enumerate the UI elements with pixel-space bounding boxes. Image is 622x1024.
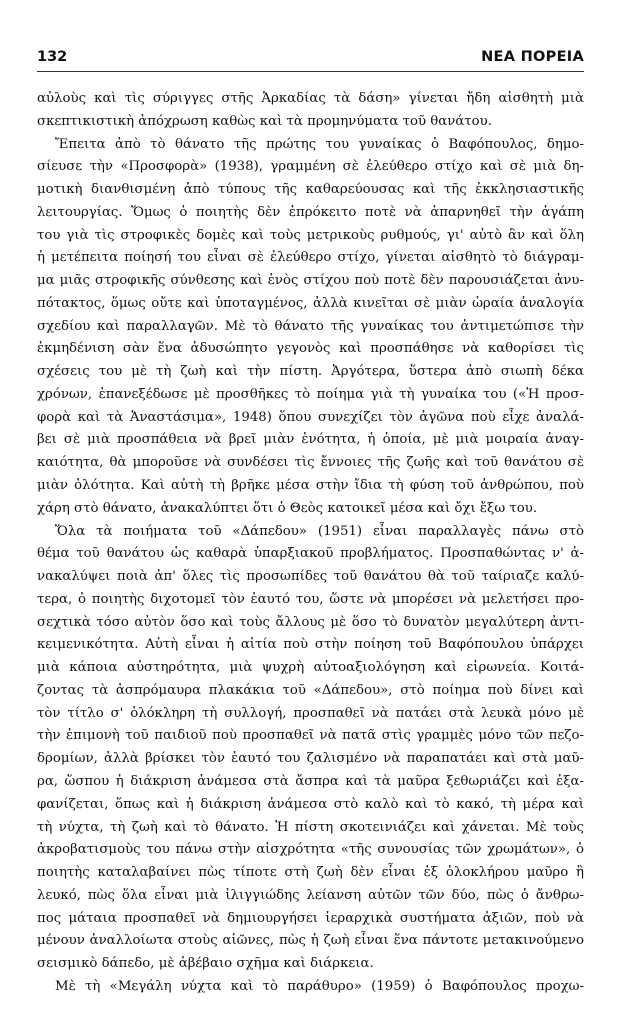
text-line: καιότητα, θὰ μποροῦσε νὰ συνδέσει τὶς ἔννοιες τῆς ζωῆς καὶ τοῦ θανάτου σὲ	[37, 455, 584, 471]
text-line: ποιητὴς καταλαβαίνει πὼς τίποτε στὴ ζωὴ δὲν εἶναι ἐξ ὁλοκλήρου μαῦρο ἢ	[37, 865, 584, 881]
text-line: ἀκροβατισμοὺς του πάνω στὴν αἰσχρότητα «τῆς συνουσίας τῶν χρωμάτων», ὁ	[37, 842, 584, 858]
page-header	[37, 49, 584, 71]
text-line: θέμα τοῦ θανάτου ὡς καθαρὰ ὑπαρξιακοῦ προβλήματος. Προσπαθώντας ν' ἀ-	[37, 546, 584, 562]
text-line: μοτικὴ διανθισμένη ἀπὸ τύπους τῆς καθαρεύουσας καὶ τῆς ἐκκλησιαστικῆς	[37, 182, 584, 198]
text-line: τὴν ἐπιμονὴ τοῦ παιδιοῦ ποὺ προσπαθεῖ νὰ πατᾶ στὶς γραμμὲς μόνο τῶν πεζο-	[37, 728, 584, 744]
text-line: μένουν ἀναλλοίωτα στοὺς αἰῶνες, πὼς ἡ ζωὴ εἶναι ἕνα πάντοτε μετακινούμενο	[37, 933, 584, 949]
text-line: τὴ νύχτα, τὴ ζωὴ καὶ τὸ θάνατο. Ἡ πίστη σκοτεινιάζει καὶ χάνεται. Μὲ τοὺς	[37, 819, 584, 835]
text-line: του γιὰ τὶς στροφικὲς δομὲς καὶ τοὺς μετρικοὺς ρυθμούς, γι' αὐτὸ ἂν καὶ ὅλη	[37, 227, 584, 243]
text-line: βει σὲ μιὰ προσπάθεια νὰ βρεῖ μιὰν ἑνότητα, ἡ ὁποία, μὲ μιὰ μοιραία ἀναγ-	[37, 432, 584, 448]
text-line: λευκό, πὼς ὅλα εἶναι μιὰ ἰλιγγιώδης λείανση αὐτῶν τῶν δύο, πὼς ὁ ἄνθρω-	[37, 887, 584, 903]
text-line: τὸν τίτλο σ' ὁλόκληρη τὴ συλλογή, προσπαθεῖ νὰ πατάει στὰ λευκὰ μόνο μὲ	[37, 705, 584, 721]
text-line: μα μιᾶς στροφικῆς σύνθεσης καὶ ἑνὸς στίχου ποὺ ποτὲ δὲν παρουσιάζεται ἀνυ-	[37, 273, 584, 289]
text-line: φορὰ καὶ τὰ Ἀναστάσιμα», 1948) ὅπου συνεχίζει τὸν ἀγῶνα ποὺ εἶχε ἀναλά-	[37, 409, 584, 425]
text-line: νακαλύψει ποιὰ ἀπ' ὅλες τὶς προσωπίδες τοῦ θανάτου θὰ τοῦ ταίριαζε καλύ-	[37, 569, 584, 585]
text-line: πος μάταια προσπαθεῖ νὰ δημιουργήσει ἱεραρχικὰ συστήματα ἀξιῶν, ποὺ νὰ	[37, 910, 584, 926]
running-title: ΝΕΑ ΠΟΡΕΙΑ	[481, 49, 584, 65]
text-line: ρα, ὥσπου ἡ διάκριση ἀνάμεσα στὰ ἄσπρα καὶ τὰ μαῦρα ξεθωριάζει καὶ ἐξα-	[37, 773, 584, 789]
text-line: χρόνων, ἐπανεξέδωσε μὲ προσθῆκες τὸ ποίημα γιὰ τὴ γυναίκα του («Ἡ προσ-	[37, 386, 584, 402]
text-line: σχέσεις του μὲ τὴ ζωὴ καὶ τὴν πίστη. Ἀργότερα, ὕστερα ἀπὸ σιωπὴ δέκα	[37, 364, 584, 380]
text-line: μιὰν ὁλότητα. Καὶ αὐτὴ τὴ βρῆκε μέσα στὴν ἴδια τὴ φύση τοῦ ἀνθρώπου, ποὺ	[37, 478, 584, 494]
text-line: ἐκμηδένιση σὰν ἕνα ἀδυσώπητο γεγονὸς καὶ προσπάθησε νὰ καθορίσει τὶς	[37, 341, 584, 357]
page-number: 132	[37, 49, 68, 65]
text-line: σκεπτικιστικὴ ἀπόχρωση καθὼς καὶ τὰ προμηνύματα τοῦ θανάτου.	[37, 113, 492, 129]
text-line: ζοντας τὰ ἀσπρόμαυρα πλακάκια τοῦ «Δάπεδου», στὸ ποίημα ποὺ δίνει καὶ	[37, 682, 584, 698]
text-line: χάρη στὸ θάνατο, ἀνακαλύπτει ὅτι ὁ Θεὸς κατοικεῖ μέσα καὶ ὄχι ἔξω του.	[37, 500, 538, 516]
header-rule	[37, 71, 584, 72]
text-line: πότακτος, ὅμως οὔτε καὶ ὑποταγμένος, ἀλλὰ κινεῖται σὲ μιὰν ὡραία ἀναλογία	[37, 295, 584, 311]
paragraph-first-line: Μὲ τὴ «Μεγάλη νύχτα καὶ τὸ παράθυρο» (1959) ὁ Βαφόπουλος προχω-	[55, 978, 584, 994]
text-line: φανίζεται, ὅπως καὶ ἡ διάκριση ἀνάμεσα στὸ καλὸ καὶ τὸ κακό, τὴ μέρα καὶ	[37, 796, 584, 812]
paragraph-first-line: Ὅλα τὰ ποιήματα τοῦ «Δάπεδου» (1951) εἶναι παραλλαγὲς πάνω στὸ	[55, 523, 584, 539]
body-text	[37, 88, 584, 999]
text-line: σεχτικὰ τόσο αὐτὸν ὅσο καὶ τοὺς ἄλλους μὲ ὅσο τὸ δυνατὸν μεγαλύτερη ἀντι-	[37, 614, 584, 630]
text-line: σεισμικὸ δάπεδο, μὲ ἀβέβαιο σχῆμα καὶ διάρκεια.	[37, 956, 374, 972]
text-line: σχεδίου καὶ παραλλαγῶν. Μὲ τὸ θάνατο τῆς γυναίκας του ἀντιμετώπισε τὴν	[37, 318, 584, 334]
text-line: κειμενικότητα. Αὐτὴ εἶναι ἡ αἰτία ποὺ στὴν ποίηση τοῦ Βαφόπουλου ὑπάρχει	[37, 637, 584, 653]
text-line: λειτουργίας. Ὅμως ὁ ποιητὴς δὲν ἐπρόκειτο ποτὲ νὰ ἀπαρνηθεῖ τὴν ἀγάπη	[37, 204, 584, 220]
text-line: τερα, ὁ ποιητὴς διχοτομεῖ τὸν ἑαυτό του, ὥστε νὰ μπορέσει νὰ μελετήσει προ-	[37, 591, 584, 607]
text-line: αὐλοὺς καὶ τὶς σύριγγες στῆς Ἀρκαδίας τὰ δάση» γίνεται ἤδη αἰσθητὴ μιὰ	[37, 91, 584, 106]
text-line: σίευσε τὴν «Προσφορὰ» (1938), γραμμένη σὲ ἐλεύθερο στίχο καὶ σὲ μιὰ δη-	[37, 159, 584, 175]
text-line: ἡ μετέπειτα ποίησή του εἶναι σὲ ἐλεύθερο στίχο, γίνεται αἰσθητὸ τὸ διάγραμ-	[37, 250, 584, 266]
text-line: μιὰ κάποια αὐστηρότητα, μιὰ ψυχρὴ αὐτοαξιολόγηση καὶ εἰρωνεία. Κοιτά-	[37, 660, 584, 676]
paragraph-first-line: Ἔπειτα ἀπὸ τὸ θάνατο τῆς πρώτης του γυναίκας ὁ Βαφόπουλος, δημο-	[55, 136, 584, 152]
text-line: δρομίων, ἀλλὰ βρίσκει τὸν ἑαυτό του ζαλισμένο νὰ παραπατάει καὶ στὰ μαῦ-	[37, 751, 584, 767]
